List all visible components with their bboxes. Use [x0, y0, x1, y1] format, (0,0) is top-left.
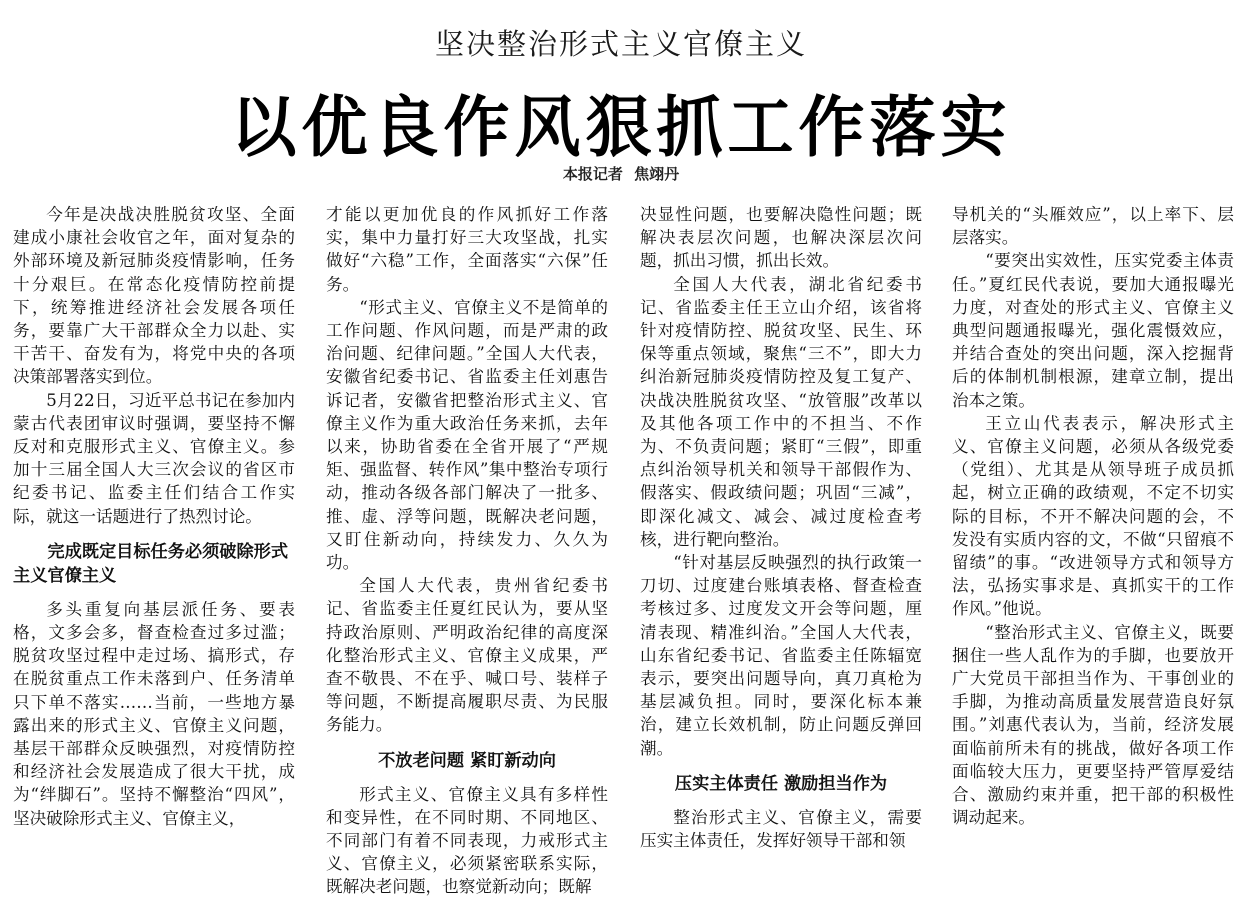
paragraph: 决显性问题，也要解决隐性问题；既解决表层次问题，也解决深层次问题，抓出习惯，抓出长效。	[640, 205, 922, 271]
byline-label: 本报记者	[562, 165, 623, 183]
paragraph: “形式主义、官僚主义不是简单的工作问题、作风问题，而是严肃的政治问题、纪律问题。”全国人大代表，安徽省纪委书记、省监委主任刘惠告诉记者，安徽省把整治形式主义、官僚主义作为重大政治任务来抓，去年以来，协助省委在全省开展了“严规矩、强监督、转作风”集中整治专项行动，推动各级各部门解决了一批多、推、虚、浮等问题，既解决老问题，又盯住新动向，持续发力、久久为功。	[326, 297, 608, 573]
paragraph: 整治形式主义、官僚主义，需要压实主体责任，发挥好领导干部和领	[640, 807, 922, 851]
article-column-2	[326, 203, 608, 897]
paragraph: “要突出实效性，压实党委主体责任。”夏红民代表说，要加大通报曝光力度，对查处的形式主义、官僚主义典型问题通报曝光，强化震慑效应，并结合查处的突出问题，深入挖掘背后的体制机制根源，建章立制，提出治本之策。	[952, 251, 1234, 410]
section-heading: 完成既定目标任务必须破除形式主义官僚主义	[13, 541, 289, 586]
paragraph: 5月22日，习近平总书记在参加内蒙古代表团审议时强调，要坚持不懈反对和克服形式主义、官僚主义。参加十三届全国人大三次会议的省区市纪委书记、监委主任们结合工作实际，就这一话题进行了热烈讨论。	[13, 390, 295, 526]
paragraph: “整治形式主义、官僚主义，既要捆住一些人乱作为的手脚，也要放开广大党员干部担当作为、干事创业的手脚，为推动高质量发展营造良好氛围。”刘惠代表认为，当前，经济发展面临前所未有的挑战，做好各项工作面临较大压力，更要坚持严管厚爱结合、激励约束并重，把干部的积极性调动起来。	[952, 622, 1234, 828]
section-heading: 压实主体责任 激励担当作为	[674, 773, 888, 794]
article-headline: 以优良作风狠抓工作落实	[230, 88, 1012, 166]
paragraph: 王立山代表表示，解决形式主义、官僚主义问题，必须从各级党委（党组）、尤其是从领导班子成员抓起，树立正确的政绩观，不定不切实际的目标，不开不解决问题的会，不发没有实质内容的文，不做“只留痕不留绩”的事。“改进领导方式和领导方法，弘扬实事求是、真抓实干的工作作风。”他说。	[952, 413, 1234, 619]
paragraph: “针对基层反映强烈的执行政策一刀切、过度建台账填表格、督查检查考核过多、过度发文开会等问题，厘清表现、精准纠治。”全国人大代表，山东省纪委书记、省监委主任陈辐宽表示，要突出问题导向，真刀真枪为基层减负担。同时，要深化标本兼治，建立长效机制，防止问题反弹回潮。	[640, 553, 922, 758]
article-column-1	[13, 203, 295, 840]
byline-name: 焦翊丹	[634, 165, 680, 183]
paragraph: 今年是决战决胜脱贫攻坚、全面建成小康社会收官之年，面对复杂的外部环境及新冠肺炎疫情影响，任务十分艰巨。在常态化疫情防控前提下，统筹推进经济社会发展各项任务，要靠广大干部群众全力以赴、实干苦干、奋发有为，将党中央的各项决策部署落实到位。	[13, 205, 295, 387]
paragraph: 全国人大代表，湖北省纪委书记、省监委主任王立山介绍，该省将针对疫情防控、脱贫攻坚、民生、环保等重点领域，聚焦“三不”，即大力纠治新冠肺炎疫情防控及复工复产、决战决胜脱贫攻坚、“放管服”改革以及其他各项工作中的不担当、不作为、不负责问题；紧盯“三假”，即重点纠治领导机关和领导干部假作为、假落实、假政绩问题；巩固“三减”，即深化减文、减会、减过度检查考核，进行靶向整治。	[640, 274, 922, 549]
paragraph: 全国人大代表，贵州省纪委书记、省监委主任夏红民认为，要从坚持政治原则、严明政治纪律的高度深化整治形式主义、官僚主义成果，严查不敬畏、不在乎、喊口号、装样子等问题，不断提高履职尽责、为民服务能力。	[326, 576, 608, 735]
paragraph: 才能以更加优良的作风抓好工作落实，集中力量打好三大攻坚战，扎实做好“六稳”工作，全面落实“六保”任务。	[326, 205, 608, 294]
paragraph: 多头重复向基层派任务、要表格，文多会多，督查检查过多过滥；脱贫攻坚过程中走过场、搞形式，存在脱贫重点工作未落到户、任务清单只下单不落实……当前，一些地方暴露出来的形式主义、官僚主义问题，基层干部群众反映强烈，对疫情防控和经济社会发展造成了很大干扰，成为“绊脚石”。坚持不懈整治“四风”，坚决破除形式主义、官僚主义，	[13, 599, 295, 828]
article-byline	[0, 163, 1242, 184]
section-heading: 不放老问题 紧盯新动向	[378, 750, 556, 771]
article-column-3	[640, 203, 922, 851]
article-column-4	[952, 203, 1234, 840]
paragraph: 导机关的“头雁效应”，以上率下、层层落实。	[952, 205, 1234, 248]
article-kicker: 坚决整治形式主义官僚主义	[434, 27, 807, 61]
paragraph: 形式主义、官僚主义具有多样性和变异性，在不同时期、不同地区、不同部门有着不同表现，力戒形式主义、官僚主义，必须紧密联系实际，既解决老问题，也察觉新动向；既解	[326, 784, 608, 897]
